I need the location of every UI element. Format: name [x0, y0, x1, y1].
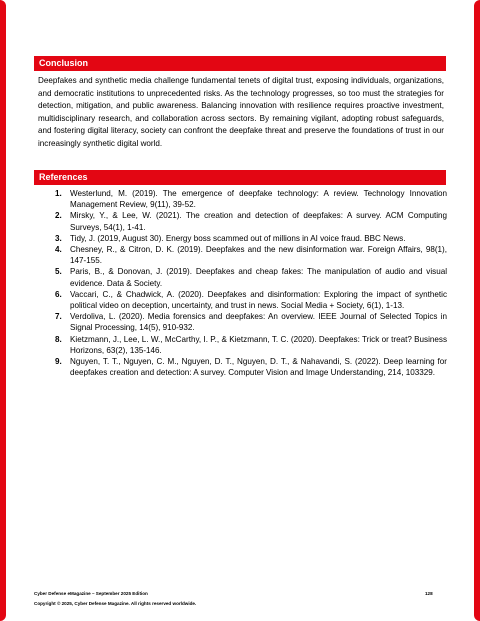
reference-text: Kietzmann, J., Lee, L. W., McCarthy, I. P., & Kietzmann, T. C. (2020). Deepfakes: Trick or treat? Business Horizons, 63(2), 135-146.: [70, 334, 447, 355]
reference-text: Westerlund, M. (2019). The emergence of deepfake technology: A review. Technology Innovation Management Review, 9(11), 39-52.: [70, 189, 447, 210]
reference-number: 8.: [55, 334, 62, 344]
reference-number: 4.: [55, 245, 62, 255]
reference-text: Tidy, J. (2019, August 30). Energy boss scammed out of millions in AI voice fraud. BBC News.: [70, 233, 406, 243]
reference-text: Verdoliva, L. (2020). Media forensics and deepfakes: An overview. IEEE Journal of Selected Topics in Signal Processing, 14(5), 910-932.: [70, 312, 447, 333]
reference-item: [55, 289, 447, 311]
reference-number: 6.: [55, 289, 62, 299]
reference-number: 5.: [55, 267, 62, 277]
reference-number: 2.: [55, 211, 62, 221]
reference-item: [55, 334, 447, 356]
reference-text: Vaccari, C., & Chadwick, A. (2020). Deepfakes and disinformation: Exploring the impact of synthetic political video on deception, uncertainty, and trust in news. Social Media + Society, 6(1), 1-13.: [70, 289, 447, 311]
reference-text: Mirsky, Y., & Lee, W. (2021). The creation and detection of deepfakes: A survey. ACM Computing Surveys, 54(1), 1-41.: [70, 211, 447, 232]
reference-item: [55, 266, 447, 288]
reference-number: 7.: [55, 312, 62, 322]
right-red-edge: [474, 0, 480, 621]
reference-text: Nguyen, T. T., Nguyen, C. M., Nguyen, D. T., Nguyen, D. T., & Nahavandi, S. (2022). Deep learning for deepfakes creation and detection: A survey. Computer Vision and Image Understanding, 214, 103329.: [70, 357, 447, 378]
references-heading: References: [34, 170, 446, 185]
footer-magazine-edition: Cyber Defense eMagazine – September 2025 Edition: [34, 591, 148, 596]
reference-item: [55, 244, 447, 266]
reference-text: Paris, B., & Donovan, J. (2019). Deepfakes and cheap fakes: The manipulation of audio and visual evidence. Data & Society.: [70, 267, 447, 288]
reference-item: [55, 356, 447, 378]
reference-item: [55, 233, 447, 244]
left-red-edge: [0, 0, 6, 621]
conclusion-paragraph: Deepfakes and synthetic media challenge fundamental tenets of digital trust, exposing individuals, organizations, and democratic institutions to unprecedented risks. As the technology progresses, so too must the strategies for detection, mitigation, and public awareness. Balancing innovation with resilience requires proactive investment, multidisciplinary research, and collaboration across sectors. By remaining vigilant, adopting robust safeguards, and fostering digital literacy, society can confront the deepfake threat and preserve the foundations of trust in our increasingly synthetic digital world.: [38, 76, 444, 148]
conclusion-heading: Conclusion: [34, 56, 446, 71]
reference-number: 9.: [55, 357, 62, 367]
reference-number: 1.: [55, 189, 62, 198]
reference-item: [55, 188, 447, 210]
reference-item: [55, 311, 447, 333]
reference-item: [55, 210, 447, 232]
footer-page-number: 128: [425, 591, 433, 596]
reference-number: 3.: [55, 233, 62, 243]
reference-text: Chesney, R., & Citron, D. K. (2019). Deepfakes and the new disinformation war. Foreign Affairs, 98(1), 147-155.: [70, 245, 447, 266]
footer-copyright: Copyright © 2025, Cyber Defense Magazine. All rights reserved worldwide.: [34, 601, 197, 606]
references-list: [55, 188, 447, 378]
